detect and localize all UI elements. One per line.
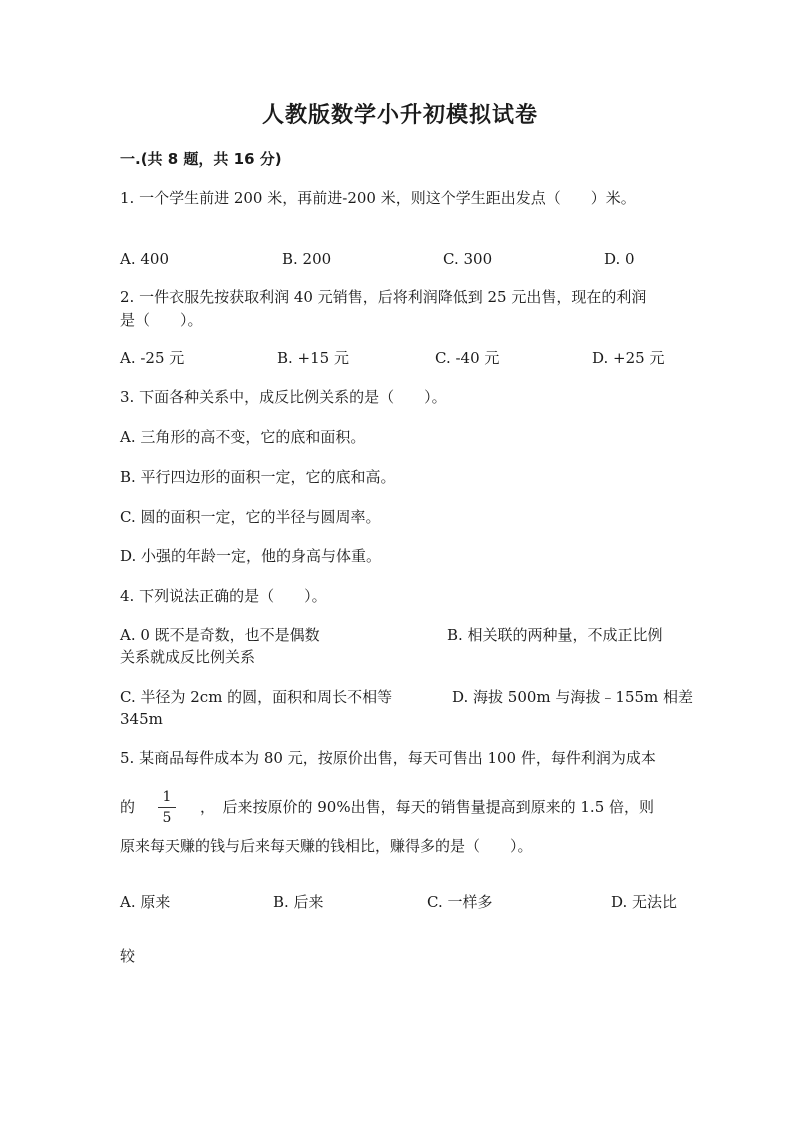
section-heading: 一.(共 8 题，共 16 分) — [120, 150, 282, 168]
page-title: 人教版数学小升初模拟试卷 — [261, 103, 538, 128]
question-2-option-b: B. +15 元 — [277, 349, 349, 367]
question-5-stem-line3: 原来每天赚的钱与后来每天赚的钱相比，赚得多的是（ ）。 — [120, 837, 533, 855]
question-3-option-d: D. 小强的年龄一定，他的身高与体重。 — [120, 547, 382, 565]
fraction-bar — [158, 807, 176, 808]
question-4-option-c: C. 半径为 2cm 的圆，面积和周长不相等 — [120, 688, 393, 706]
fraction-denominator: 5 — [162, 810, 172, 826]
question-5-option-d: D. 无法比 — [611, 893, 678, 911]
question-1-option-b: B. 200 — [282, 250, 332, 268]
question-1-option-a: A. 400 — [120, 250, 169, 268]
question-4-option-d-wrap: 345m — [120, 710, 163, 728]
question-5-option-c: C. 一样多 — [427, 893, 493, 911]
question-4-option-a: A. 0 既不是奇数，也不是偶数 — [120, 626, 320, 644]
question-2-option-a: A. -25 元 — [120, 349, 185, 367]
question-5-option-a: A. 原来 — [120, 893, 171, 911]
question-2-stem-line1: 2. 一件衣服先按获取利润 40 元销售，后将利润降低到 25 元出售，现在的利润 — [120, 288, 647, 306]
question-2-option-c: C. -40 元 — [435, 349, 500, 367]
question-2-stem-line2: 是（ ）。 — [120, 311, 203, 329]
question-5-option-d-wrap: 较 — [120, 947, 136, 965]
question-3-option-c: C. 圆的面积一定，它的半径与圆周率。 — [120, 508, 381, 526]
question-4-option-d: D. 海拔 500m 与海拔﹣155m 相差 — [452, 688, 694, 706]
question-5-stem-line1: 5. 某商品每件成本为 80 元，按原价出售，每天可售出 100 件，每件利润为成本 — [120, 749, 656, 767]
question-1-stem: 1. 一个学生前进 200 米，再前进-200 米，则这个学生距出发点（ ）米。 — [120, 189, 636, 207]
question-5-stem-line2-end: ， 后来按原价的 90%出售，每天的销售量提高到原来的 1.5 倍，则 — [200, 798, 655, 816]
question-4-option-b: B. 相关联的两种量，不成正比例 — [447, 626, 663, 644]
question-1-option-d: D. 0 — [604, 250, 635, 268]
question-3-option-b: B. 平行四边形的面积一定，它的底和高。 — [120, 468, 396, 486]
question-4-stem: 4. 下列说法正确的是（ ）。 — [120, 587, 327, 605]
question-3-option-a: A. 三角形的高不变，它的底和面积。 — [120, 428, 366, 446]
fraction-one-fifth — [158, 789, 176, 826]
question-4-option-b-wrap: 关系就成反比例关系 — [120, 648, 256, 666]
question-1-option-c: C. 300 — [443, 250, 493, 268]
question-3-stem: 3. 下面各种关系中，成反比例关系的是（ ）。 — [120, 388, 447, 406]
question-5-option-b: B. 后来 — [273, 893, 324, 911]
fraction-numerator: 1 — [162, 789, 172, 805]
question-2-option-d: D. +25 元 — [592, 349, 665, 367]
question-5-stem-line2-start: 的 — [120, 798, 136, 816]
